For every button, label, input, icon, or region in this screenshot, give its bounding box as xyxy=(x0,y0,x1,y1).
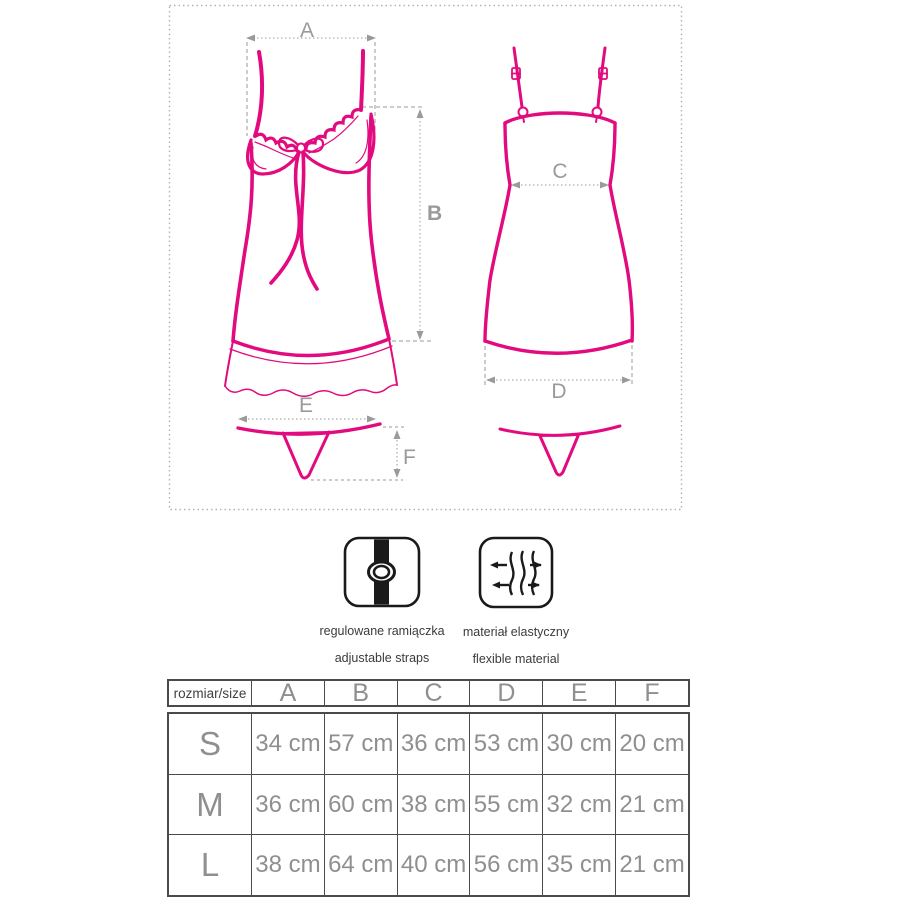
value-l-d: 56 cm xyxy=(470,835,543,895)
thong-front-drawing xyxy=(238,424,380,478)
thong-back-waistband xyxy=(500,426,620,435)
dimension-label-b: B xyxy=(427,202,443,225)
thong-back-v xyxy=(540,436,578,475)
front-right-strap xyxy=(361,51,363,110)
size-label: M xyxy=(169,775,252,835)
dimension-label-a: A xyxy=(299,19,315,42)
value-m-d: 55 cm xyxy=(470,775,543,835)
value-s-d: 53 cm xyxy=(470,714,543,774)
value-m-b: 60 cm xyxy=(325,775,398,835)
value-m-c: 38 cm xyxy=(398,775,471,835)
size-table-header xyxy=(167,679,690,707)
feature-label-en: flexible material xyxy=(472,652,560,666)
dimension-a xyxy=(246,35,376,137)
dimension-f xyxy=(311,427,405,480)
value-l-c: 40 cm xyxy=(398,835,471,895)
table-row-s xyxy=(169,714,688,775)
dimension-lines xyxy=(238,35,632,481)
value-s-f: 20 cm xyxy=(619,729,685,757)
back-bottom-hem xyxy=(485,340,632,353)
size-table-corner-label: rozmiar/size xyxy=(169,681,252,705)
table-row-l xyxy=(169,835,688,895)
value-l-a: 38 cm xyxy=(252,835,325,895)
value-m-f: 21 cm xyxy=(619,790,685,818)
column-header-a: A xyxy=(252,681,325,705)
wavy-fabric-lines xyxy=(510,551,535,595)
feature-label-en: adjustable straps xyxy=(334,651,430,665)
front-ruffle-hem xyxy=(225,385,397,396)
value-s-e: 30 cm xyxy=(543,714,616,774)
thong-back-drawing xyxy=(500,426,620,475)
dimension-label-e: E xyxy=(298,394,314,417)
left-cup-lace-edge xyxy=(256,134,297,151)
right-cup-lace-edge xyxy=(306,110,361,150)
flexible-material-icon xyxy=(478,536,554,609)
value-m-a: 36 cm xyxy=(252,775,325,835)
column-header-f: F xyxy=(644,678,660,707)
back-right-side xyxy=(610,123,632,341)
value-l-f: 21 cm xyxy=(619,851,685,879)
front-hem-band-top xyxy=(233,339,389,356)
front-left-strap xyxy=(255,52,262,136)
thong-front-v xyxy=(283,432,329,478)
front-bow xyxy=(271,138,323,289)
column-header-b: B xyxy=(325,681,398,705)
dimension-label-f: F xyxy=(403,446,416,469)
thong-front-top-edge xyxy=(283,432,329,433)
diagram-frame xyxy=(170,6,682,510)
feature-label-pl: materiał elastyczny xyxy=(462,625,570,639)
column-header-e: E xyxy=(543,681,616,705)
table-row-m xyxy=(169,775,688,836)
dimension-labels xyxy=(299,19,568,469)
column-header-d: D xyxy=(470,681,543,705)
front-left-side xyxy=(233,143,252,341)
dimension-label-c: C xyxy=(552,160,568,183)
value-s-a: 34 cm xyxy=(252,714,325,774)
value-l-b: 64 cm xyxy=(325,835,398,895)
back-left-side xyxy=(485,123,510,341)
feature-label-pl: regulowane ramiączka xyxy=(319,624,445,638)
size-table-body xyxy=(167,712,690,897)
value-s-b: 57 cm xyxy=(325,714,398,774)
value-l-e: 35 cm xyxy=(543,835,616,895)
value-s-c: 36 cm xyxy=(398,714,471,774)
adjustable-straps-icon xyxy=(343,536,421,608)
chemise-front-drawing xyxy=(225,51,397,396)
size-label: L xyxy=(169,835,252,895)
feature-flexible-material xyxy=(426,536,606,666)
dimension-label-d: D xyxy=(551,380,567,403)
front-ruffle-left-edge xyxy=(225,341,233,386)
size-label: S xyxy=(169,714,252,774)
front-ruffle-right-edge xyxy=(389,339,397,385)
column-header-c: C xyxy=(398,681,471,705)
chemise-back-drawing xyxy=(485,48,632,353)
thong-back-top-edge xyxy=(540,435,578,436)
value-m-e: 32 cm xyxy=(543,775,616,835)
